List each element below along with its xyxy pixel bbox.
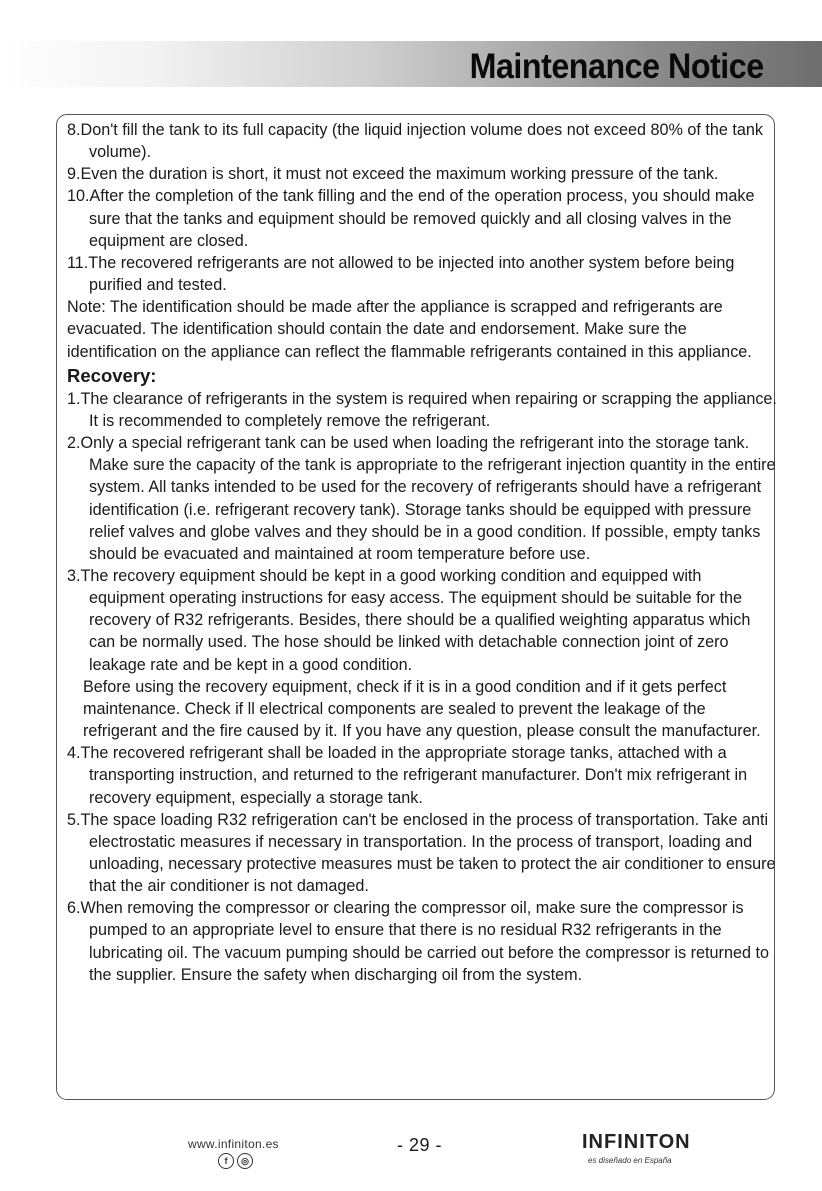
recovery-heading: Recovery: <box>67 364 157 386</box>
content-body <box>67 119 779 986</box>
instagram-icon[interactable]: ◎ <box>237 1153 253 1169</box>
list-item: 6.When removing the compressor or clearing the compressor oil, make sure the compressor is pumped to an appropriate level to ensure that there is no residual R32 refrigerants in the lubricating oil. The vacuum pumping should be carried out before the compressor is returned to the supplier. Ensure the safety when discharging oil from the system. <box>67 899 769 984</box>
list-item: 8.Don't fill the tank to its full capacity (the liquid injection volume does not exceed 80% of the tank volume). <box>67 121 763 162</box>
page-number: - 29 - <box>397 1135 443 1155</box>
list-item: 9.Even the duration is short, it must not exceed the maximum working pressure of the tank. <box>67 165 719 184</box>
note-paragraph: Note: The identification should be made after the appliance is scrapped and refrigerants are evacuated. The identification should contain the date and endorsement. Make sure the identification on the appliance can reflect the flammable refrigerants contained in this appliance. <box>67 298 752 361</box>
brand-logo: INFINITON <box>582 1131 691 1153</box>
header-bar <box>0 41 822 87</box>
brand-tagline: es diseñado en España <box>588 1156 672 1165</box>
list-item: 10.After the completion of the tank filling and the end of the operation process, you should make sure that the tanks and equipment should be removed quickly and all closing valves in the equipment are closed. <box>67 187 755 250</box>
website-link[interactable]: www.infiniton.es <box>188 1137 279 1151</box>
list-item: 2.Only a special refrigerant tank can be used when loading the refrigerant into the storage tank. Make sure the capacity of the tank is appropriate to the refrigerant injection quantity in the entire system. All tanks intended to be used for the recovery of refrigerants should have a refrigerant identification (i.e. refrigerant recovery tank). Storage tanks should be equipped with pressure relief valves and globe valves and they should be in a good condition. If possible, empty tanks should be evacuated and maintained at room temperature before use. <box>67 434 776 563</box>
list-item: 1.The clearance of refrigerants in the system is required when repairing or scrapping the appliance. It is recommended to completely remove the refrigerant. <box>67 389 777 430</box>
list-item: 3.The recovery equipment should be kept in a good working condition and equipped with equipment operating instructions for easy access. The equipment should be suitable for the recovery of R32 refrigerants. Besides, there should be a qualified weighting apparatus which can be normally used. The hose should be linked with detachable connection joint of zero leakage rate and be kept in a good condition. <box>67 566 751 674</box>
social-icons <box>218 1153 253 1169</box>
list-item-continuation: Before using the recovery equipment, check if it is in a good condition and if it gets perfect maintenance. Check if ll electrical components are sealed to prevent the leakage of the refrigerant and the fire caused by it. If you have any question, please consult the manufacturer. <box>83 677 761 741</box>
list-item: 5.The space loading R32 refrigeration can't be enclosed in the process of transportation. Take anti electrostatic measures if necessary in transportation. In the process of transport, loading and unloading, necessary protective measures must be taken to protect the air conditioner to ensure that the air conditioner is not damaged. <box>67 810 776 896</box>
list-item: 11.The recovered refrigerants are not allowed to be injected into another system before being purified and tested. <box>67 253 735 295</box>
facebook-icon[interactable]: f <box>218 1153 234 1169</box>
page-title: Maintenance Notice <box>469 47 764 86</box>
list-item: 4.The recovered refrigerant shall be loaded in the appropriate storage tanks, attached with a transporting instruction, and returned to the refrigerant manufacturer. Don't mix refrigerant in recovery equipment, especially a storage tank. <box>67 744 748 807</box>
